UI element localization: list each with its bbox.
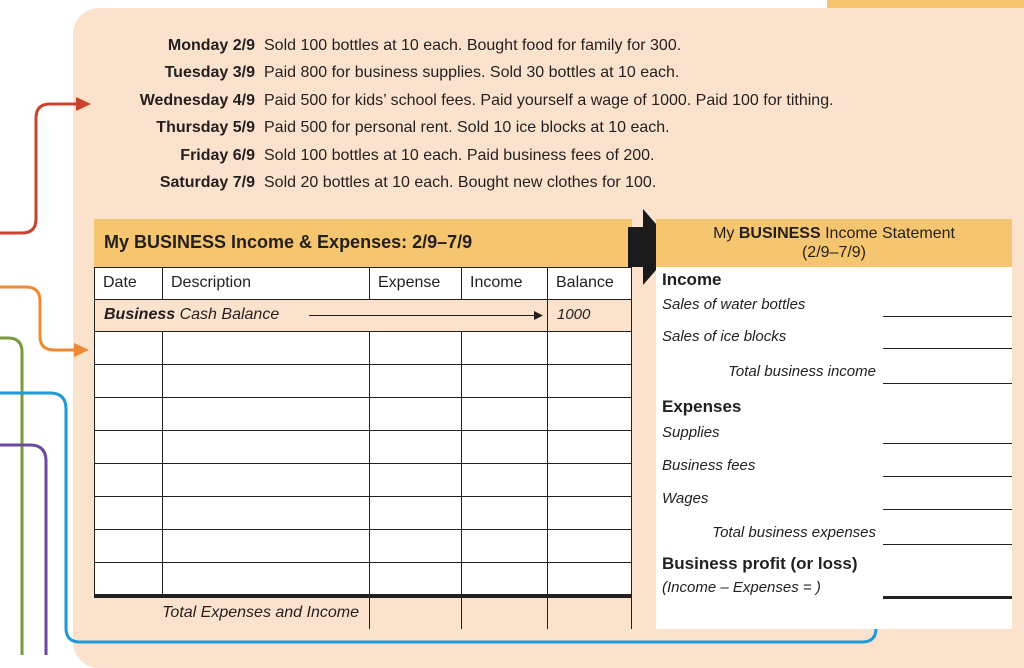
transaction-row <box>0 61 930 85</box>
transaction-row <box>0 171 930 195</box>
expense-input-cell[interactable] <box>370 332 461 364</box>
income-expenses-ledger <box>94 219 632 629</box>
sales-ice-label: Sales of ice blocks <box>662 328 787 345</box>
transaction-row <box>0 89 930 113</box>
transaction-text: Paid 500 for personal rent. Sold 10 ice blocks at 10 each. <box>264 119 670 136</box>
transaction-day: Wednesday 4/9 <box>139 92 255 109</box>
description-input-cell[interactable] <box>163 332 369 364</box>
business-fees-label: Business fees <box>662 457 756 474</box>
cash-balance-label-bold: Business <box>104 306 176 323</box>
total-expenses-label: Total business expenses <box>712 524 876 541</box>
column-header-date: Date <box>103 274 137 291</box>
orange-connector-arrow <box>0 287 74 350</box>
statement-title-bold: BUSINESS <box>738 225 821 242</box>
cash-balance-value: 1000 <box>557 306 591 323</box>
supplies-field[interactable] <box>883 443 1012 444</box>
sales-water-field[interactable] <box>883 316 1012 317</box>
income-statement <box>656 219 1012 629</box>
business-fees-field[interactable] <box>883 476 1012 477</box>
transaction-text: Sold 100 bottles at 10 each. Bought food for family for 300. <box>264 37 682 54</box>
statement-title-prefix: My <box>713 225 735 242</box>
total-income-label: Total business income <box>728 363 876 380</box>
supplies-label: Supplies <box>662 424 720 441</box>
column-header-balance: Balance <box>556 274 614 291</box>
green-connector-arrow <box>0 338 22 655</box>
date-input-cell[interactable] <box>95 332 162 364</box>
wages-field[interactable] <box>883 509 1012 510</box>
cash-balance-label <box>104 299 279 331</box>
transaction-text: Sold 100 bottles at 10 each. Paid business fees of 200. <box>264 147 655 164</box>
income-heading: Income <box>662 270 722 289</box>
profit-field[interactable] <box>883 596 1012 599</box>
sales-ice-field[interactable] <box>883 348 1012 349</box>
transaction-text: Sold 20 bottles at 10 each. Bought new clothes for 100. <box>264 174 657 191</box>
statement-header <box>656 219 1012 267</box>
statement-title <box>656 219 1012 243</box>
totals-label: Total Expenses and Income <box>162 604 359 621</box>
column-header-expense: Expense <box>378 274 441 291</box>
profit-heading: Business profit (or loss) <box>662 554 858 573</box>
sales-water-label: Sales of water bottles <box>662 296 806 313</box>
ledger-title: My BUSINESS Income & Expenses: 2/9–7/9 <box>104 232 473 252</box>
total-income-field[interactable] <box>883 383 1012 384</box>
transaction-day: Saturday 7/9 <box>159 174 255 191</box>
total-expenses-field[interactable] <box>883 544 1012 545</box>
transaction-row <box>0 34 930 58</box>
transaction-day: Tuesday 3/9 <box>164 64 255 81</box>
orange-arrowhead-icon <box>74 343 89 357</box>
cash-balance-label-text: Cash Balance <box>179 306 280 323</box>
balance-input-cell[interactable] <box>548 332 631 364</box>
statement-date-range: (2/9–7/9) <box>801 244 867 261</box>
balance-arrowhead-icon <box>534 311 543 320</box>
income-input-cell[interactable] <box>462 332 547 364</box>
transaction-text: Paid 500 for kids’ school fees. Paid yourself a wage of 1000. Paid 100 for tithing. <box>264 92 834 109</box>
transaction-row <box>0 144 930 168</box>
expenses-heading: Expenses <box>662 397 742 416</box>
transaction-day: Friday 6/9 <box>180 147 255 164</box>
wages-label: Wages <box>662 490 709 507</box>
transaction-day: Thursday 5/9 <box>156 119 255 136</box>
transaction-day: Monday 2/9 <box>167 37 255 54</box>
profit-formula: (Income – Expenses = ) <box>662 579 821 596</box>
column-header-income: Income <box>470 274 523 291</box>
column-header-description: Description <box>171 274 252 291</box>
transaction-row <box>0 116 930 140</box>
transaction-text: Paid 800 for business supplies. Sold 30 bottles at 10 each. <box>264 64 680 81</box>
statement-title-suffix: Income Statement <box>825 225 955 242</box>
